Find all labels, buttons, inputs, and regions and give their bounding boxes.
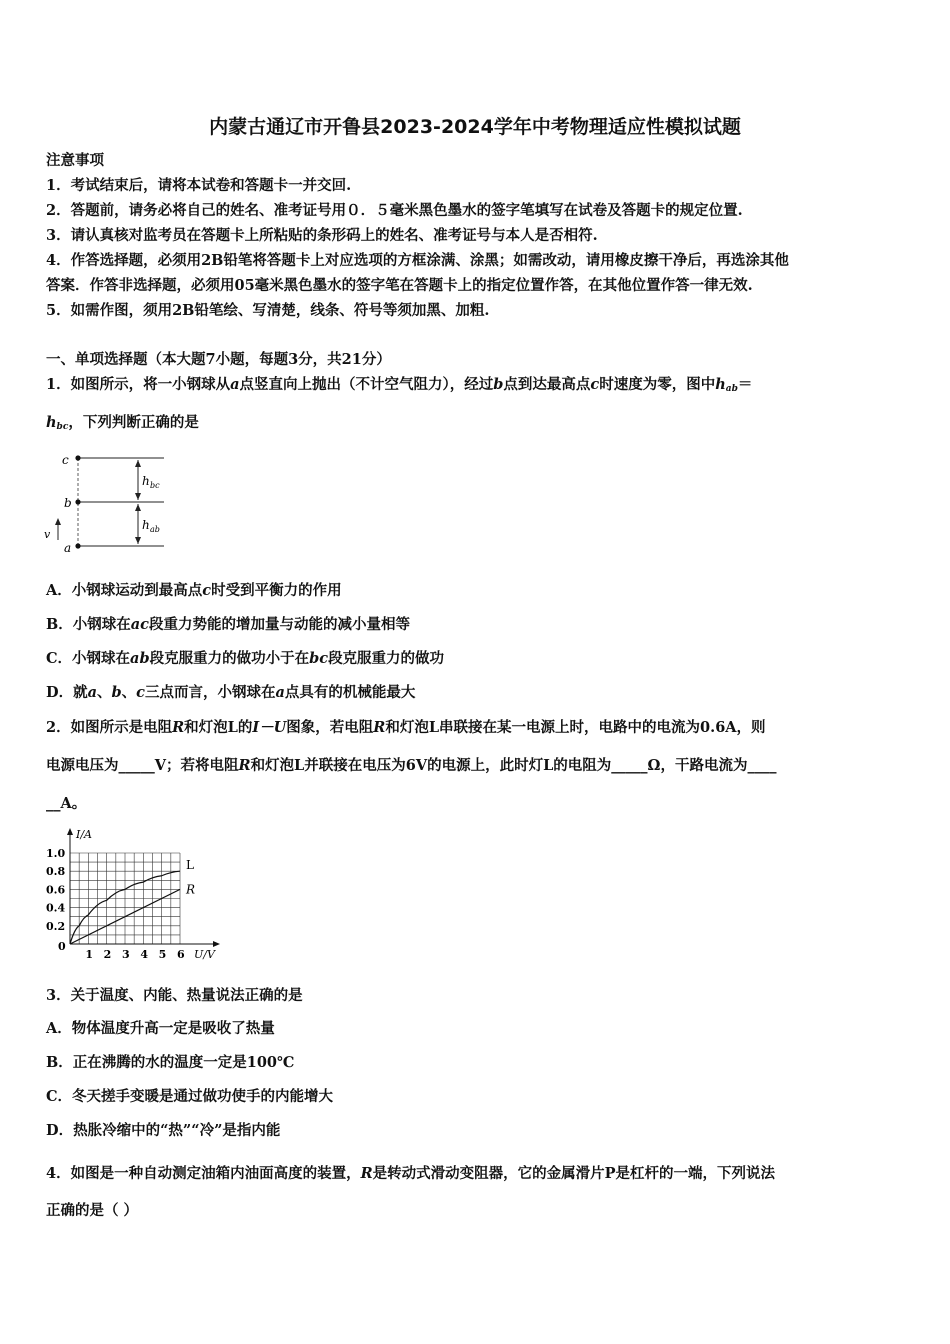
text: 和灯泡L并联接在电压为6V的电源上，此时灯L的电阻为_____Ω，干路电流为____ <box>250 757 777 774</box>
subscript: bc <box>56 422 69 432</box>
label-hab: h <box>142 518 150 532</box>
series-label-R: R <box>186 882 196 897</box>
label-c: c <box>62 453 69 467</box>
origin-label: 0 <box>58 940 66 953</box>
q1-stem-line1 <box>46 375 752 399</box>
text: 段重力势能的增加量与动能的减小量相等 <box>149 616 410 633</box>
x-tick-label: 1 <box>85 948 93 961</box>
var: R <box>373 719 386 736</box>
var: ac <box>130 616 149 633</box>
notice-heading: 注意事项 <box>46 152 104 169</box>
label-v: v <box>44 528 51 541</box>
x-axis-label: U/V <box>194 948 215 961</box>
text: 时速度为零，图中 <box>599 376 716 393</box>
text: 、 <box>96 684 112 701</box>
x-axis-arrow <box>213 941 220 947</box>
x-tick-label: 2 <box>103 948 112 961</box>
q3-option-c: C．冬天搓手变暖是通过做功使手的内能增大 <box>46 1088 334 1105</box>
x-tick-label: 6 <box>177 948 185 961</box>
notice-item: 3．请认真核对监考员在答题卡上所粘贴的条形码上的姓名、准考证号与本人是否相符. <box>46 227 598 244</box>
label-b: b <box>64 496 72 510</box>
text: C．小钢球在 <box>46 650 131 667</box>
text: 段克服重力的做功小于在 <box>149 650 310 667</box>
q3-option-d: D．热胀冷缩中的“热”“冷”是指内能 <box>46 1122 281 1139</box>
text: 、 <box>121 684 137 701</box>
y-tick-label: 0.2 <box>46 919 66 933</box>
series-label-L: L <box>186 858 194 873</box>
var: R <box>238 757 251 774</box>
q1-figure <box>40 448 180 558</box>
var: a <box>275 684 285 701</box>
q1-stem-line2 <box>46 413 199 437</box>
var: h <box>715 376 726 393</box>
q4-line1 <box>46 1164 775 1184</box>
text: 三点而言，小钢球在 <box>144 684 276 701</box>
q3-option-a: A．物体温度升高一定是吸收了热量 <box>46 1020 275 1037</box>
q4-line2: 正确的是（ ） <box>46 1202 139 1219</box>
text: 段克服重力的做功 <box>328 650 445 667</box>
notice-item: 5．如需作图，须用2B铅笔绘、写清楚，线条、符号等须加黑、加粗. <box>46 302 490 319</box>
page-title: 内蒙古通辽市开鲁县2023-2024学年中考物理适应性模拟试题 <box>209 116 741 138</box>
var: bc <box>309 650 329 667</box>
x-tick-label: 4 <box>140 948 148 961</box>
var: c <box>590 376 600 393</box>
text: D．就 <box>46 684 88 701</box>
notice-item: 4．作答选择题，必须用2B铅笔将答题卡上对应选项的方框涂满、涂黑；如需改动，请用橡皮擦干净后，再选涂其他 <box>46 252 789 269</box>
var: b <box>111 684 122 701</box>
label-hab-sub: ab <box>150 525 160 534</box>
section-heading: 一、单项选择题（本大题7小题，每题3分，共21分） <box>46 351 391 368</box>
y-axis-arrow <box>67 828 73 835</box>
text: 2．如图所示是电阻 <box>46 719 173 736</box>
x-tick-label: 3 <box>122 948 130 961</box>
iu-chart <box>40 826 230 966</box>
y-tick-label: 0.8 <box>46 865 66 879</box>
q1-option-a <box>46 581 342 601</box>
var: R <box>360 1165 373 1182</box>
text: 图象，若电阻 <box>286 719 374 736</box>
text: 点到达最高点 <box>503 376 591 393</box>
q2-line2 <box>46 756 776 776</box>
label-hbc-sub: bc <box>150 481 160 490</box>
text: 4．如图是一种自动测定油箱内油面高度的装置， <box>46 1165 361 1182</box>
text: 时受到平衡力的作用 <box>211 582 342 599</box>
var: R <box>172 719 185 736</box>
text: 点竖直向上抛出（不计空气阻力），经过 <box>239 376 494 393</box>
q3-stem: 3．关于温度、内能、热量说法正确的是 <box>46 987 303 1004</box>
label-a: a <box>64 541 72 555</box>
q1-option-b <box>46 615 410 635</box>
notice-item: 答案．作答非选择题，必须用05毫米黑色墨水的签字笔在答题卡上的指定位置作答，在其他位置作答一律无效. <box>46 277 753 294</box>
q2-line1 <box>46 718 766 738</box>
text: 和灯泡L的 <box>184 719 253 736</box>
text: 电源电压为_____V；若将电阻 <box>46 757 239 774</box>
text: ＝ <box>737 376 753 393</box>
q2-line3: __A。 <box>46 795 87 812</box>
q1-option-c <box>46 649 444 669</box>
q1-option-d <box>46 683 415 703</box>
var: a <box>87 684 97 701</box>
var: ab <box>130 650 150 667</box>
label-hbc: h <box>142 474 150 488</box>
text: 点具有的机械能最大 <box>284 684 416 701</box>
text: 和灯泡L串联接在某一电源上时，电路中的电流为0.6A，则 <box>385 719 766 736</box>
q3-option-b: B．正在沸腾的水的温度一定是100℃ <box>46 1054 295 1071</box>
text: ，下列判断正确的是 <box>68 414 199 431</box>
y-tick-label: 0.4 <box>46 901 66 915</box>
text: B．小钢球在 <box>46 616 131 633</box>
text: 1．如图所示，将一小钢球从 <box>46 376 231 393</box>
subscript: ab <box>725 384 738 394</box>
var: I－U <box>252 719 287 736</box>
y-tick-label: 1.0 <box>46 847 66 860</box>
text: A．小钢球运动到最高点 <box>46 582 203 599</box>
notice-item: 2．答题前，请务必将自己的姓名、准考证号用０．５毫米黑色墨水的签字笔填写在试卷及答题卡的规定位置. <box>46 202 743 219</box>
var: c <box>202 582 212 599</box>
x-tick-label: 5 <box>158 948 167 961</box>
var: b <box>493 376 504 393</box>
var: h <box>46 414 57 431</box>
y-axis-label: I/A <box>76 828 92 841</box>
var: c <box>136 684 145 701</box>
y-tick-label: 0.6 <box>46 883 66 897</box>
notice-item: 1．考试结束后，请将本试卷和答题卡一并交回. <box>46 177 352 194</box>
text: 是转动式滑动变阻器，它的金属滑片P是杠杆的一端，下列说法 <box>372 1165 776 1182</box>
var: a <box>230 376 240 393</box>
